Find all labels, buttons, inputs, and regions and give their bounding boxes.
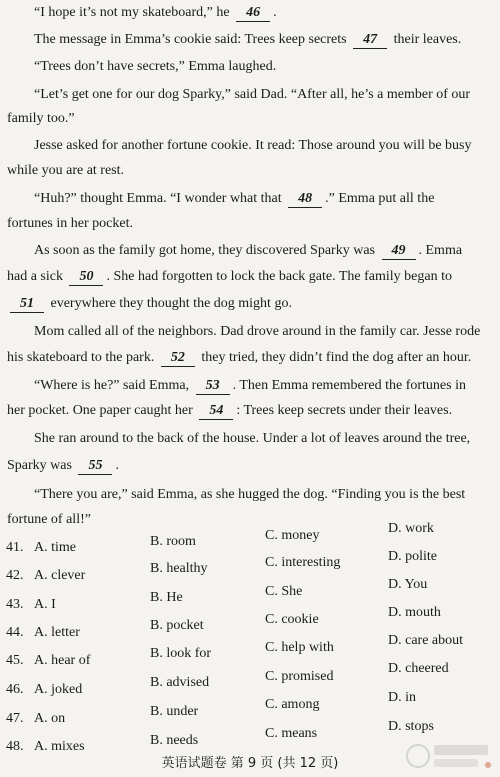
option-a: A. hear of — [34, 653, 91, 668]
option-d: D. work — [388, 521, 434, 536]
passage-line — [34, 58, 492, 76]
passage-line — [7, 457, 492, 475]
passage-line — [7, 110, 492, 128]
option-d: D. mouth — [388, 605, 441, 620]
option-a: A. joked — [34, 682, 83, 697]
answer-blank: 52 — [161, 350, 195, 367]
line-text: . — [273, 5, 277, 20]
option-b: B. pocket — [150, 618, 204, 633]
passage-line — [7, 268, 492, 286]
answer-blank: 49 — [382, 243, 416, 260]
option-a: A. on — [34, 711, 66, 726]
option-d: D. polite — [388, 549, 437, 564]
option-c: C. promised — [265, 669, 334, 684]
line-text: they tried, they didn’t find the dog after an hour. — [197, 350, 472, 365]
option-c: C. means — [265, 726, 318, 741]
answer-blank: 54 — [199, 403, 233, 420]
line-text: The message in Emma’s cookie said: Trees keep secrets — [34, 32, 351, 47]
passage-line — [7, 215, 492, 233]
option-c: C. help with — [265, 640, 334, 655]
option-b: B. look for — [150, 646, 212, 661]
line-text: fortunes in her pocket. — [7, 216, 133, 231]
line-text: his skateboard to the park. — [7, 350, 158, 365]
option-b: B. He — [150, 590, 183, 605]
passage-line — [34, 242, 492, 260]
option-c: C. money — [265, 528, 320, 543]
option-c: C. interesting — [265, 555, 341, 570]
line-text: her pocket. One paper caught her — [7, 403, 197, 418]
line-text: everywhere they thought the dog might go. — [47, 296, 292, 311]
question-number: 44. — [6, 625, 24, 640]
passage-line — [34, 137, 492, 155]
passage-line — [7, 295, 492, 313]
answer-blank: 51 — [10, 296, 44, 313]
line-text: As soon as the family got home, they discovered Sparky was — [34, 243, 379, 258]
line-text: “Let’s get one for our dog Sparky,” said Dad. “After all, he’s a member of our — [34, 87, 471, 102]
passage-line — [34, 430, 492, 448]
passage-line — [34, 486, 492, 504]
passage-line — [34, 190, 492, 208]
line-text: had a sick — [7, 269, 67, 284]
line-text: . — [115, 458, 119, 473]
line-text: “There you are,” said Emma, as she hugged the dog. “Finding you is the best — [34, 487, 466, 502]
line-text: Jesse asked for another fortune cookie. It read: Those around you will be busy — [34, 138, 472, 153]
option-b: B. under — [150, 704, 199, 719]
passage-line — [7, 162, 492, 180]
option-c: C. She — [265, 584, 303, 599]
line-text: .” Emma put all the — [325, 191, 435, 206]
line-text: . Then Emma remembered the fortunes in — [232, 378, 466, 393]
line-text: “Huh?” thought Emma. “I wonder what that — [34, 191, 286, 206]
answer-blank: 55 — [78, 458, 112, 475]
option-c: C. among — [265, 697, 320, 712]
answer-blank: 50 — [69, 269, 103, 286]
option-a: A. letter — [34, 625, 80, 640]
line-text: “I hope it’s not my skateboard,” he — [34, 5, 234, 20]
question-number: 47. — [6, 711, 24, 726]
option-b: B. healthy — [150, 561, 208, 576]
option-d: D. You — [388, 577, 428, 592]
option-d: D. stops — [388, 719, 434, 734]
passage-line — [34, 323, 492, 341]
question-number: 48. — [6, 739, 24, 754]
question-number: 46. — [6, 682, 24, 697]
question-number: 43. — [6, 597, 24, 612]
passage-line — [34, 4, 492, 22]
passage-line — [7, 349, 492, 367]
line-text: . She had forgotten to lock the back gate. The family began to — [106, 269, 452, 284]
passage-line — [34, 86, 492, 104]
option-d: D. cheered — [388, 661, 449, 676]
question-number: 42. — [6, 568, 24, 583]
line-text: “Trees don’t have secrets,” Emma laughed. — [34, 59, 277, 74]
option-b: B. needs — [150, 733, 199, 748]
option-a: A. clever — [34, 568, 86, 583]
line-text: . Emma — [418, 243, 463, 258]
option-d: D. in — [388, 690, 416, 705]
line-text: Sparky was — [7, 458, 76, 473]
line-text: while you are at rest. — [7, 163, 125, 178]
answer-blank: 46 — [236, 5, 270, 22]
answer-blank: 48 — [288, 191, 322, 208]
page-footer: 英语试题卷 第 9 页 (共 12 页) — [161, 756, 339, 771]
option-a: A. I — [34, 597, 56, 612]
option-b: B. advised — [150, 675, 210, 690]
question-number: 45. — [6, 653, 24, 668]
line-text: She ran around to the back of the house. Under a lot of leaves around the tree, — [34, 431, 471, 446]
option-b: B. room — [150, 534, 196, 549]
option-a: A. time — [34, 540, 76, 555]
line-text: their leaves. — [390, 32, 462, 47]
passage-line — [34, 31, 492, 49]
question-number: 41. — [6, 540, 24, 555]
option-d: D. care about — [388, 633, 464, 648]
answer-blank: 53 — [196, 378, 230, 395]
watermark-logo-icon — [404, 739, 494, 773]
passage-line — [34, 377, 492, 395]
line-text: family too.” — [7, 111, 75, 126]
line-text: fortune of all!” — [7, 512, 91, 527]
line-text: “Where is he?” said Emma, — [34, 378, 193, 393]
answer-blank: 47 — [353, 32, 387, 49]
passage-line — [7, 402, 492, 420]
option-a: A. mixes — [34, 739, 85, 754]
line-text: Mom called all of the neighbors. Dad drove around in the family car. Jesse rode — [34, 324, 481, 339]
line-text: : Trees keep secrets under their leaves. — [236, 403, 453, 418]
option-c: C. cookie — [265, 612, 319, 627]
